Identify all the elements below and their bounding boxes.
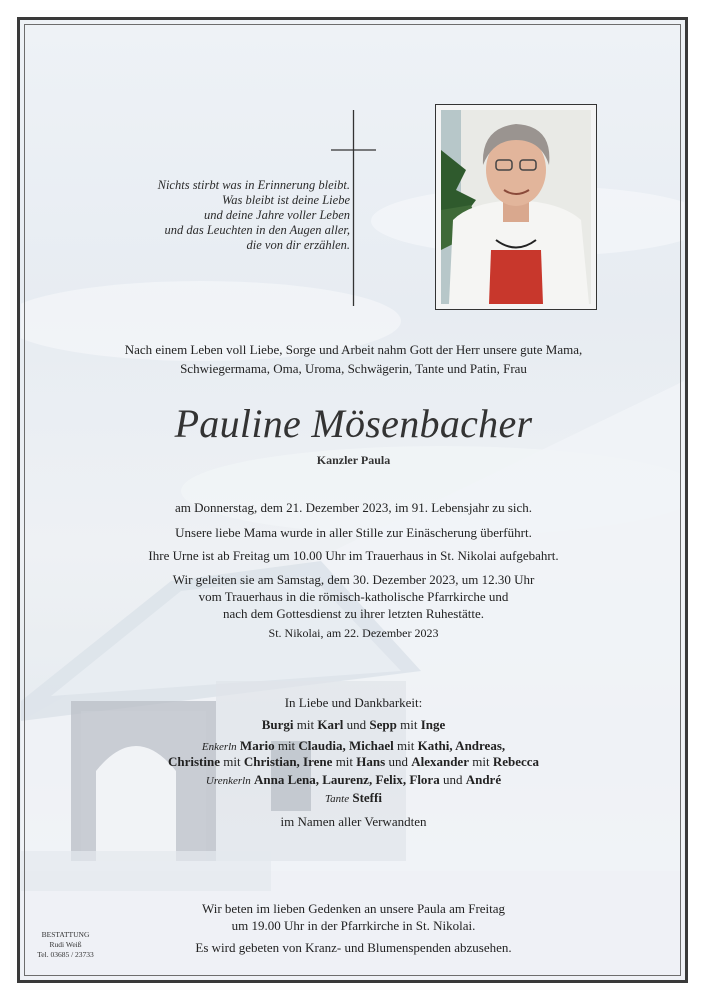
quote-line: die von dir erzählen. — [246, 238, 350, 252]
mourner-name: Christine — [167, 754, 220, 769]
flowers-notice: Es wird gebeten von Kranz- und Blumenspenden abzusehen. — [195, 940, 512, 955]
mourners-closing: im Namen aller Verwandten — [280, 814, 427, 829]
quote-line: Nichts stirbt was in Erinnerung bleibt. — [157, 178, 350, 192]
mourner-name: Rebecca — [492, 754, 540, 769]
relation-label: Enkerln — [201, 741, 237, 753]
connector-word: mit — [393, 738, 418, 753]
mourner-name: Sepp — [369, 717, 397, 732]
connector-word: mit — [332, 754, 357, 769]
mourner-name: Steffi — [352, 790, 382, 805]
mourner-name: Kathi, Andreas, — [417, 738, 506, 753]
intro-line: Nach einem Leben voll Liebe, Sorge und Arbeit nahm Gott der Herr unsere gute Mama, — [124, 342, 583, 357]
mourner-name: Inge — [420, 717, 446, 732]
connector-word: und — [439, 772, 466, 787]
funeral-line: Wir geleiten sie am Samstag, dem 30. Dezember 2023, um 12.30 Uhr — [172, 572, 535, 587]
connector-word: und — [343, 717, 370, 732]
prayer-notice — [40, 900, 667, 934]
connector-word: mit — [396, 717, 421, 732]
mourner-name: Burgi — [261, 717, 294, 732]
intro-text — [40, 340, 667, 378]
undertaker-title: BESTATTUNG — [41, 930, 90, 939]
mourners-aunt — [40, 789, 667, 808]
quote-line: und das Leuchten in den Augen aller, — [164, 223, 350, 237]
quote-line: Was bleibt ist deine Liebe — [222, 193, 350, 207]
place-date: St. Nikolai, am 22. Dezember 2023 — [268, 626, 439, 640]
urn-notice: Ihre Urne ist ab Freitag um 10.00 Uhr im Trauerhaus in St. Nikolai aufgebahrt. — [148, 548, 559, 563]
mourners-children — [40, 716, 667, 733]
mourners-heading: In Liebe und Dankbarkeit: — [284, 695, 423, 710]
mourners-grandchildren-2 — [40, 753, 667, 770]
connector-word: und — [385, 754, 412, 769]
mourner-name: Claudia, Michael — [298, 738, 394, 753]
undertaker-phone: Tel. 03685 / 23733 — [37, 950, 94, 959]
cremation-notice: Unsere liebe Mama wurde in aller Stille zur Einäscherung überführt. — [175, 525, 532, 540]
portrait-image — [441, 110, 591, 304]
undertaker-info — [28, 930, 103, 960]
deceased-name: Pauline Mösenbacher — [174, 401, 533, 446]
funeral-line: vom Trauerhaus in die römisch-katholische Pfarrkirche und — [198, 589, 509, 604]
connector-word: mit — [468, 754, 493, 769]
mourner-name: Alexander — [411, 754, 469, 769]
mourner-name: André — [465, 772, 502, 787]
mourner-name: Karl — [317, 717, 344, 732]
intro-line: Schwiegermama, Oma, Uroma, Schwägerin, Tante und Patin, Frau — [180, 361, 527, 376]
relation-label: Urenkerln — [205, 775, 251, 787]
funeral-line: nach dem Gottesdienst zu ihrer letzten Ruhestätte. — [223, 606, 484, 621]
mourners-great-grandchildren — [40, 771, 667, 790]
relation-label: Tante — [325, 793, 350, 805]
portrait-photo — [435, 104, 597, 310]
memorial-quote — [95, 178, 350, 253]
death-notice: am Donnerstag, dem 21. Dezember 2023, im 91. Lebensjahr zu sich. — [174, 500, 533, 515]
connector-word: mit — [274, 738, 299, 753]
undertaker-name: Rudi Weiß — [49, 940, 82, 949]
mourner-name: Mario — [239, 738, 275, 753]
mourner-name: Anna Lena, Laurenz, Felix, Flora — [253, 772, 440, 787]
prayer-line: Wir beten im lieben Gedenken an unsere Paula am Freitag — [201, 901, 506, 916]
connector-word: mit — [293, 717, 318, 732]
prayer-line: um 19.00 Uhr in der Pfarrkirche in St. Nikolai. — [231, 918, 476, 933]
funeral-notice — [40, 571, 667, 622]
mourner-name: Hans — [356, 754, 386, 769]
connector-word: mit — [219, 754, 244, 769]
mourner-name: Christian, Irene — [243, 754, 333, 769]
deceased-alias: Kanzler Paula — [316, 453, 391, 467]
quote-line: und deine Jahre voller Leben — [203, 208, 350, 222]
